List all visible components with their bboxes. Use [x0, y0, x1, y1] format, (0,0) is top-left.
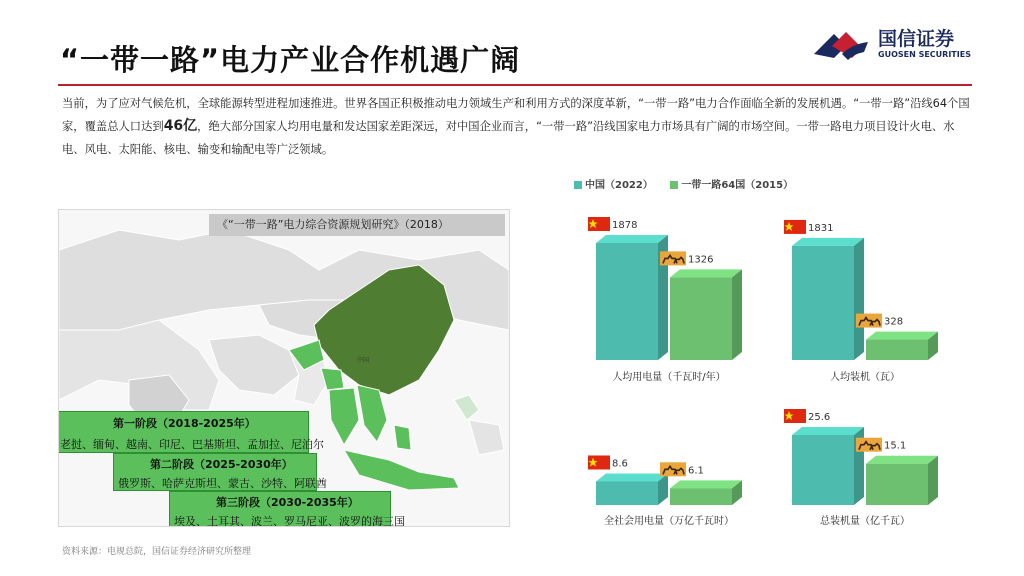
- bar-top: [866, 456, 938, 464]
- bar: [792, 246, 854, 360]
- bar-top: [596, 235, 668, 243]
- bar-top: [792, 427, 864, 435]
- intro-text-1: 当前，为了应对气候危机，全球能源转型进程加速推进。世界各国正积极推动电力领域生产和利用方式的深度革新，“一带一路”电力合作面临全新的发展机遇。“一带一路”沿线64个国家，覆盖总人口达到: [62, 97, 970, 133]
- bar-top: [792, 238, 864, 246]
- bar: [596, 481, 658, 505]
- map-label-china: 中国: [357, 357, 370, 364]
- map-caption: 《“一带一路”电力综合资源规划研究》（2018）: [209, 214, 505, 236]
- intro-text-2: ，绝大部分国家人均用电量和发达国家差距深远，对中国企业而言，“一带一路”沿线国家电力市场具有广阔的市场空间。一带一路电力项目设计火电、水电、风电、太阳能、核电、输变和输配电等广泛领域。: [62, 120, 955, 156]
- bar: [670, 488, 732, 505]
- category-label: 全社会用电量（万亿千瓦时）: [604, 516, 734, 527]
- category-label: 人均装机（瓦）: [830, 372, 900, 383]
- phase-1-title: 第一阶段（2018-2025年）: [113, 417, 256, 430]
- bar-value-label: 1831: [808, 222, 834, 234]
- category-label: 人均用电量（千瓦时/年）: [612, 372, 726, 383]
- intro-highlight: 46亿: [163, 118, 198, 134]
- bar-top: [670, 269, 742, 277]
- bar-side: [732, 269, 742, 360]
- phase-1-countries: 老挝、缅甸、越南、印尼、巴基斯坦、孟加拉、尼泊尔: [60, 438, 324, 451]
- logo-en-text: GUOSEN SECURITIES: [878, 50, 971, 59]
- bar: [866, 464, 928, 505]
- phase-3-title: 第三阶段（2030-2035年）: [216, 496, 359, 509]
- legend-label-china: 中国（2022）: [585, 180, 653, 191]
- bar-top: [866, 332, 938, 340]
- bar-value-label: 8.6: [612, 458, 628, 470]
- bar-side: [928, 456, 938, 505]
- bar-value-label: 25.6: [808, 412, 831, 423]
- page-title: “一带一路”电力产业合作机遇广阔: [60, 43, 521, 77]
- bar-side: [854, 238, 864, 360]
- bar: [670, 277, 732, 360]
- bar-value-label: 328: [884, 316, 904, 328]
- bar: [596, 243, 658, 360]
- bar-value-label: 1878: [612, 220, 638, 231]
- bar-top: [596, 473, 668, 481]
- bar-value-label: 15.1: [884, 440, 907, 452]
- bar: [792, 435, 854, 505]
- phase-3-countries: 埃及、土耳其、波兰、罗马尼亚、波罗的海三国: [174, 515, 405, 527]
- bar: [866, 340, 928, 360]
- bar-value-label: 1326: [688, 254, 714, 266]
- bar-top: [670, 480, 742, 488]
- legend-label-br: 一带一路64国（2015）: [681, 180, 794, 191]
- phase-2-title: 第二阶段（2025-2030年）: [150, 458, 293, 471]
- logo-cn-text: 国信证券: [878, 28, 955, 50]
- phase-2-countries: 俄罗斯、哈萨克斯坦、蒙古、沙特、阿联酋: [118, 477, 327, 490]
- source-note: 资料来源：电规总院，国信证券经济研究所整理: [62, 547, 252, 557]
- category-label: 总装机量（亿千瓦）: [820, 516, 910, 527]
- bar-value-label: 6.1: [688, 465, 704, 477]
